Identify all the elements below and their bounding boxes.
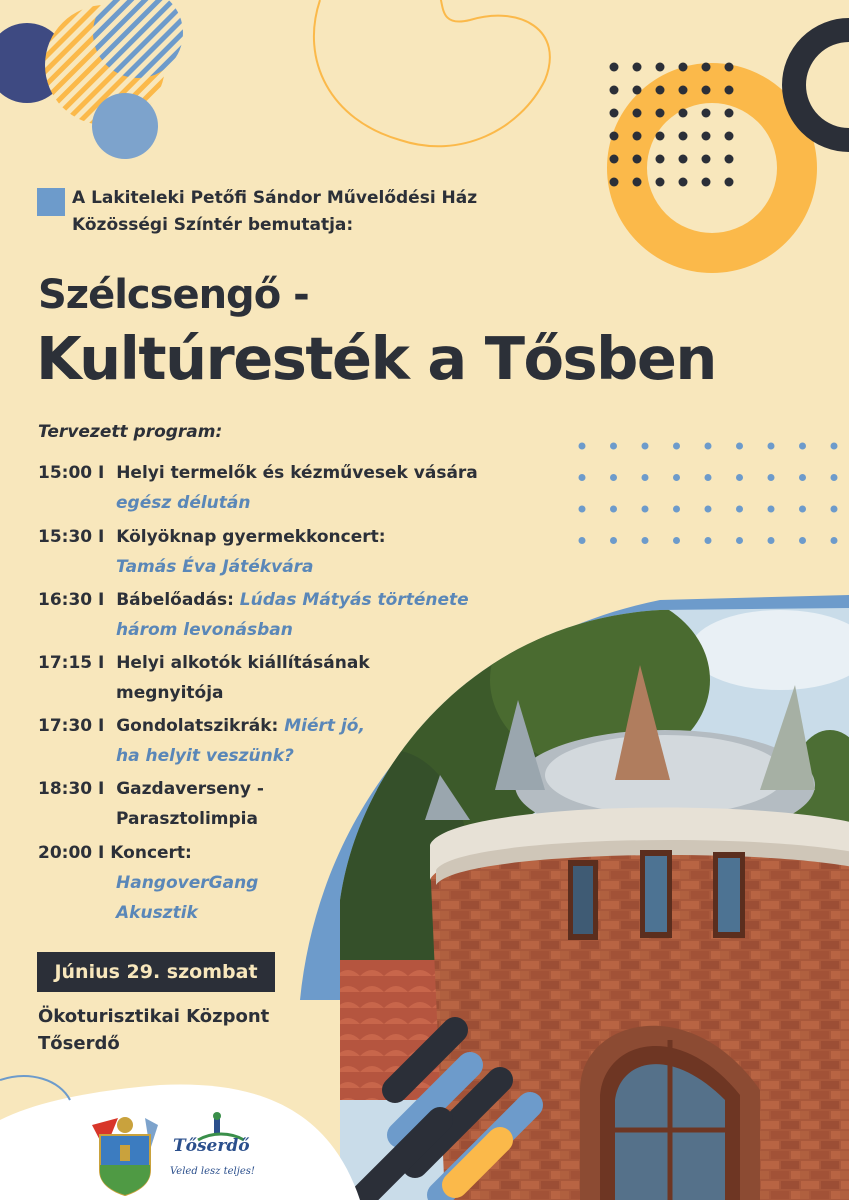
deco-dot	[831, 537, 838, 544]
program-item	[38, 838, 258, 928]
deco-dot	[831, 506, 838, 513]
program-time: 16:30 I	[38, 590, 105, 610]
program-sub: Tamás Éva Játékvára	[116, 557, 314, 577]
deco-dot	[656, 109, 665, 118]
deco-dot	[705, 506, 712, 513]
deco-dot	[633, 178, 642, 187]
deco-dot	[656, 155, 665, 164]
program-sub: három levonásban	[116, 620, 293, 640]
deco-dot	[656, 132, 665, 141]
deco-dot	[610, 155, 619, 164]
intro-line-2: Közösségi Színtér bemutatja:	[72, 215, 354, 235]
event-date: Június 29. szombat	[37, 952, 275, 992]
program-sub: megnyitója	[116, 683, 224, 703]
deco-dot	[579, 506, 586, 513]
program-item	[38, 711, 365, 771]
deco-dot-grid-blue	[579, 443, 838, 545]
deco-dot	[656, 178, 665, 187]
intro-line-1: A Lakiteleki Petőfi Sándor Művelődési Ház	[72, 188, 478, 208]
program-item	[38, 585, 469, 645]
deco-dot	[673, 443, 680, 450]
deco-dot	[579, 537, 586, 544]
deco-dot	[736, 474, 743, 481]
program-highlight: Lúdas Mátyás története	[239, 590, 469, 610]
program-text: Koncert:	[110, 843, 192, 863]
program-text: Kölyöknap gyermekkoncert:	[116, 527, 386, 547]
program-text: Helyi termelők és kézművesek vására	[116, 463, 478, 483]
deco-dot	[725, 178, 734, 187]
program-time: 20:00 I	[38, 843, 105, 863]
deco-dot	[768, 506, 775, 513]
program-time: 18:30 I	[38, 779, 105, 799]
deco-dot	[610, 506, 617, 513]
intro-square-bullet	[37, 188, 65, 216]
deco-dot	[642, 537, 649, 544]
program-sub: egész délután	[116, 493, 251, 513]
program-text: Helyi alkotók kiállításának	[116, 653, 370, 673]
program-time: 17:30 I	[38, 716, 105, 736]
deco-dot	[642, 506, 649, 513]
deco-dot	[705, 443, 712, 450]
deco-dot	[702, 86, 711, 95]
deco-dot	[679, 63, 688, 72]
title-line-2: Kultúresték a Tősben	[36, 324, 716, 393]
deco-dot	[673, 537, 680, 544]
deco-navy-ring	[794, 30, 849, 140]
deco-dot	[725, 63, 734, 72]
venue	[38, 1003, 269, 1057]
deco-dot	[610, 537, 617, 544]
deco-dot	[736, 506, 743, 513]
deco-dot	[725, 132, 734, 141]
deco-dot	[679, 86, 688, 95]
venue-line-1: Ökoturisztikai Központ	[38, 1006, 270, 1027]
deco-dot	[679, 132, 688, 141]
deco-blob-outline	[314, 0, 550, 146]
intro-text	[72, 185, 477, 239]
title-line-1: Szélcsengő -	[38, 272, 309, 318]
deco-dot	[579, 474, 586, 481]
deco-dot	[799, 474, 806, 481]
deco-dot	[736, 443, 743, 450]
deco-dot	[702, 132, 711, 141]
program-heading: Tervezett program:	[38, 422, 223, 442]
deco-dot	[673, 506, 680, 513]
deco-dot	[831, 474, 838, 481]
program-sub: HangoverGang	[116, 873, 259, 893]
deco-dot	[736, 537, 743, 544]
deco-dot	[799, 506, 806, 513]
deco-dot	[579, 443, 586, 450]
program-sub: ha helyit veszünk?	[116, 746, 294, 766]
program-text: Bábelőadás:	[116, 590, 234, 610]
deco-dot	[610, 86, 619, 95]
deco-dot	[673, 474, 680, 481]
deco-dot	[799, 537, 806, 544]
program-item	[38, 774, 264, 834]
logo-name: Tőserdő	[173, 1136, 250, 1156]
program-sub: Parasztolimpia	[116, 809, 258, 829]
deco-dot	[831, 443, 838, 450]
deco-dot	[799, 443, 806, 450]
deco-dot	[633, 109, 642, 118]
deco-dot	[633, 132, 642, 141]
program-text: Gondolatszikrák:	[116, 716, 279, 736]
program-time: 17:15 I	[38, 653, 105, 673]
deco-dot	[679, 109, 688, 118]
deco-dot	[705, 537, 712, 544]
deco-dot	[610, 109, 619, 118]
deco-dot	[725, 109, 734, 118]
deco-dot	[610, 132, 619, 141]
deco-dot	[768, 474, 775, 481]
deco-blue-line	[0, 1076, 70, 1100]
deco-dot	[633, 86, 642, 95]
deco-dot	[656, 63, 665, 72]
deco-circle-blue	[92, 93, 158, 159]
deco-dot	[679, 155, 688, 164]
deco-orange-ring	[627, 83, 797, 253]
deco-dot	[642, 443, 649, 450]
deco-dot	[610, 443, 617, 450]
program-time: 15:30 I	[38, 527, 105, 547]
deco-dot	[610, 178, 619, 187]
program-highlight: Miért jó,	[284, 716, 365, 736]
deco-dot	[702, 178, 711, 187]
deco-dot	[610, 474, 617, 481]
deco-dot	[642, 474, 649, 481]
deco-dot	[633, 63, 642, 72]
deco-dot	[702, 109, 711, 118]
deco-dot	[768, 443, 775, 450]
program-sub-2: Akusztik	[116, 903, 198, 923]
deco-dot	[705, 474, 712, 481]
program-item	[38, 458, 478, 518]
building-photo	[300, 590, 849, 1200]
program-item	[38, 648, 370, 708]
deco-dot	[725, 86, 734, 95]
deco-dot	[610, 63, 619, 72]
deco-dot	[725, 155, 734, 164]
deco-dot	[656, 86, 665, 95]
deco-dot	[633, 155, 642, 164]
deco-dot	[702, 63, 711, 72]
venue-line-2: Tőserdő	[38, 1033, 120, 1054]
program-time: 15:00 I	[38, 463, 105, 483]
deco-dot	[679, 178, 688, 187]
deco-dot	[702, 155, 711, 164]
deco-dot	[768, 537, 775, 544]
program-text: Gazdaverseny -	[116, 779, 264, 799]
program-item	[38, 522, 386, 582]
logo-slogan: Veled lesz teljes!	[170, 1166, 255, 1177]
